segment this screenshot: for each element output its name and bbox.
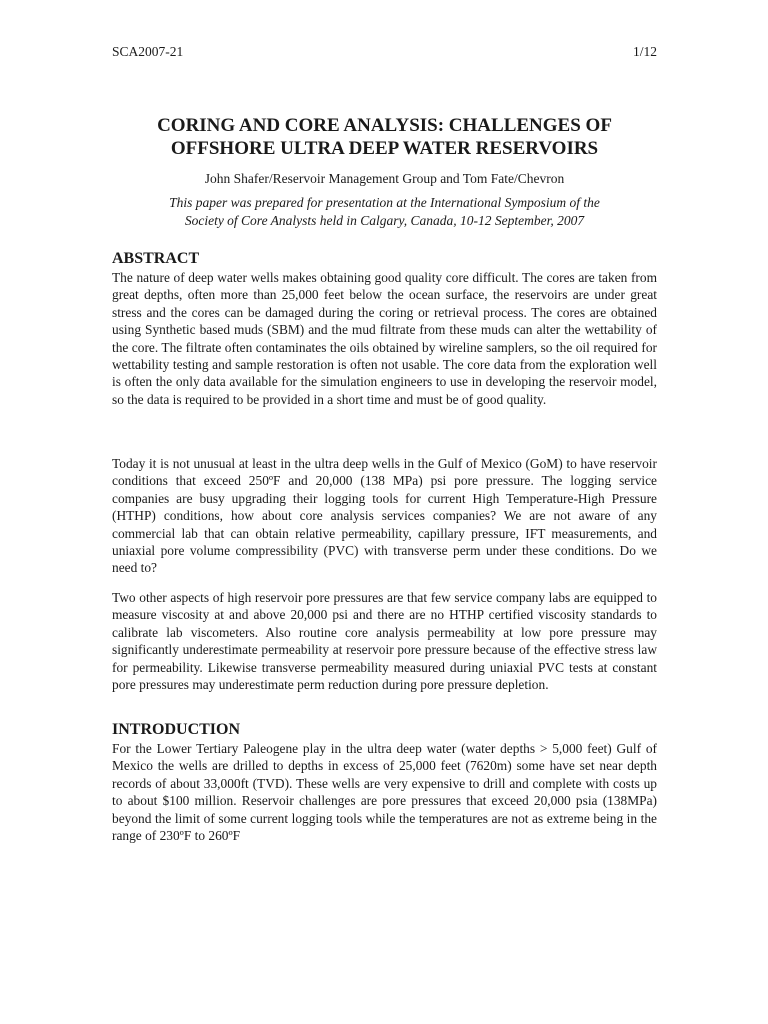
abstract-paragraph: The nature of deep water wells makes obtaining good quality core difficult. The cores are taken from great depths, often more than 25,000 feet below the ocean surface, the reservoirs are under great stress and the cores can be damaged during the coring or retrieval process. The cores are obtained using Synthetic based muds (SBM) and the mud filtrate from these muds can alter the wettability of the core. The filtrate often contaminates the oils obtained by wireline samplers, so the oil required for wettability testing and sample restoration is often not usable. The core data from the exploration well is often the only data available for the simulation engineers to use in developing the reservoir model, so the data is required to be provided in a short time and must be of good quality. [112,270,657,407]
paper-title-line-1: CORING AND CORE ANALYSIS: CHALLENGES OF [157,115,612,136]
presentation-note [112,194,657,230]
abstract-paragraph: Two other aspects of high reservoir pore pressures are that few service company labs are equipped to measure viscosity at and above 20,000 psi and there are no HTHP certified viscosity standards to calibrate lab viscometers. Also routine core analysis permeability at low pore pressure may significantly underestimate permeability at reservoir pore pressure because of the effective stress law for permeability. Likewise transverse permeability measured during uniaxial PVC tests at constant pore pressures may underestimate perm reduction during pore pressure depletion. [112,590,657,693]
paper-title-line-2: OFFSHORE ULTRA DEEP WATER RESERVOIRS [170,138,599,159]
introduction-paragraph: For the Lower Tertiary Paleogene play in the ultra deep water (water depths > 5,000 feet) Gulf of Mexico the wells are drilled to depths in excess of 25,000 feet (7620m) some have set near depth records of about 33,000ft (TVD). These wells are very expensive to drill and complete with costs up to about $100 million. Reservoir challenges are pore pressures that exceed 20,000 psia (138MPa) beyond the limit of some current logging tools while the temperatures are not as extreme being in the range of 230ºF to 260ºF [112,741,657,844]
paper-id: SCA2007-21 [112,44,184,59]
paper-title [112,114,657,160]
abstract-paragraph: Today it is not unusual at least in the ultra deep wells in the Gulf of Mexico (GoM) to have reservoir conditions that exceed 250ºF and 20,000 (138 MPa) psi pore pressure. The logging service companies are busy upgrading their logging tools for current High Temperature-High Pressure (HTHP) conditions, how about core analysis services companies? We are not aware of any commercial lab that can obtain relative permeability, capillary pressure, IFT measurements, and uniaxial pore volume compressibility (PVC) with transverse perm under these conditions. Do we need to? [112,456,657,576]
page-number: 1/12 [632,44,657,59]
abstract-heading: ABSTRACT [112,250,200,267]
authors-line: John Shafer/Reservoir Management Group and Tom Fate/Chevron [204,171,565,186]
presentation-note-line-2: Society of Core Analysts held in Calgary, Canada, 10-12 September, 2007 [184,213,585,228]
introduction-heading: INTRODUCTION [112,721,241,738]
presentation-note-line-1: This paper was prepared for presentation at the International Symposium of the [169,195,600,210]
